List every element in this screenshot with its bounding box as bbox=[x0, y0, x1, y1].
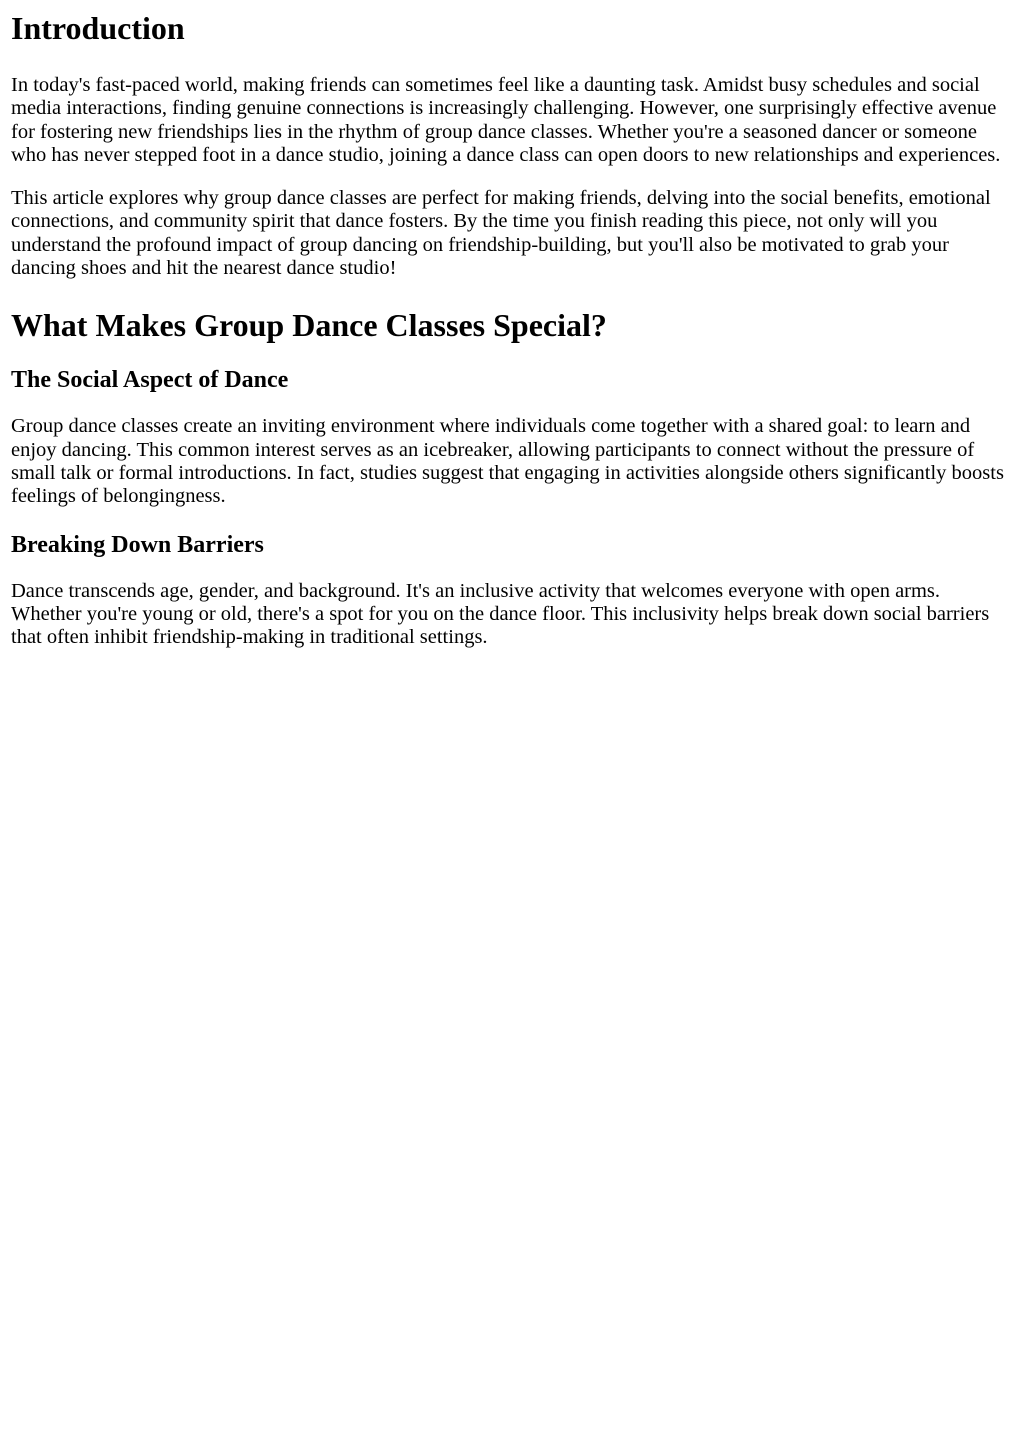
breaking-barriers-paragraph: Dance transcends age, gender, and background. It's an inclusive activity that welcomes everyone with open arms. Whether you're young or old, there's a spot for you on the dance floor. This inclusivity helps break down social barriers that often inhibit friendship-making in traditional settings. bbox=[11, 579, 990, 649]
breaking-barriers-heading: Breaking Down Barriers bbox=[11, 531, 264, 558]
intro-paragraph-2: This article explores why group dance classes are perfect for making friends, delving into the social benefits, emotional connections, and community spirit that dance fosters. By the time you finish reading this piece, not only will you understand the profound impact of group dancing on friendship-building, but you'll also be motivated to grab your dancing shoes and hit the nearest dance studio! bbox=[11, 187, 991, 280]
intro-paragraph-1: In today's fast-paced world, making friends can sometimes feel like a daunting task. Amidst busy schedules and social media interactions, finding genuine connections is increasingly challenging. However, one surprisingly effective avenue for fostering new friendships lies in the rhythm of group dance classes. Whether you're a seasoned dancer or someone who has never stepped foot in a dance studio, joining a dance class can open doors to new relationships and experiences. bbox=[11, 74, 1001, 166]
social-aspect-heading: The Social Aspect of Dance bbox=[11, 367, 289, 394]
special-heading: What Makes Group Dance Classes Special? bbox=[11, 307, 607, 344]
intro-heading: Introduction bbox=[11, 10, 185, 46]
article bbox=[11, 10, 1014, 649]
social-aspect-paragraph: Group dance classes create an inviting environment where individuals come together with a shared goal: to learn and enjoy dancing. This common interest serves as an icebreaker, allowing participants to connect without the pressure of small talk or formal introductions. In fact, studies suggest that engaging in activities alongside others significantly boosts feelings of belongingness. bbox=[11, 415, 1004, 508]
